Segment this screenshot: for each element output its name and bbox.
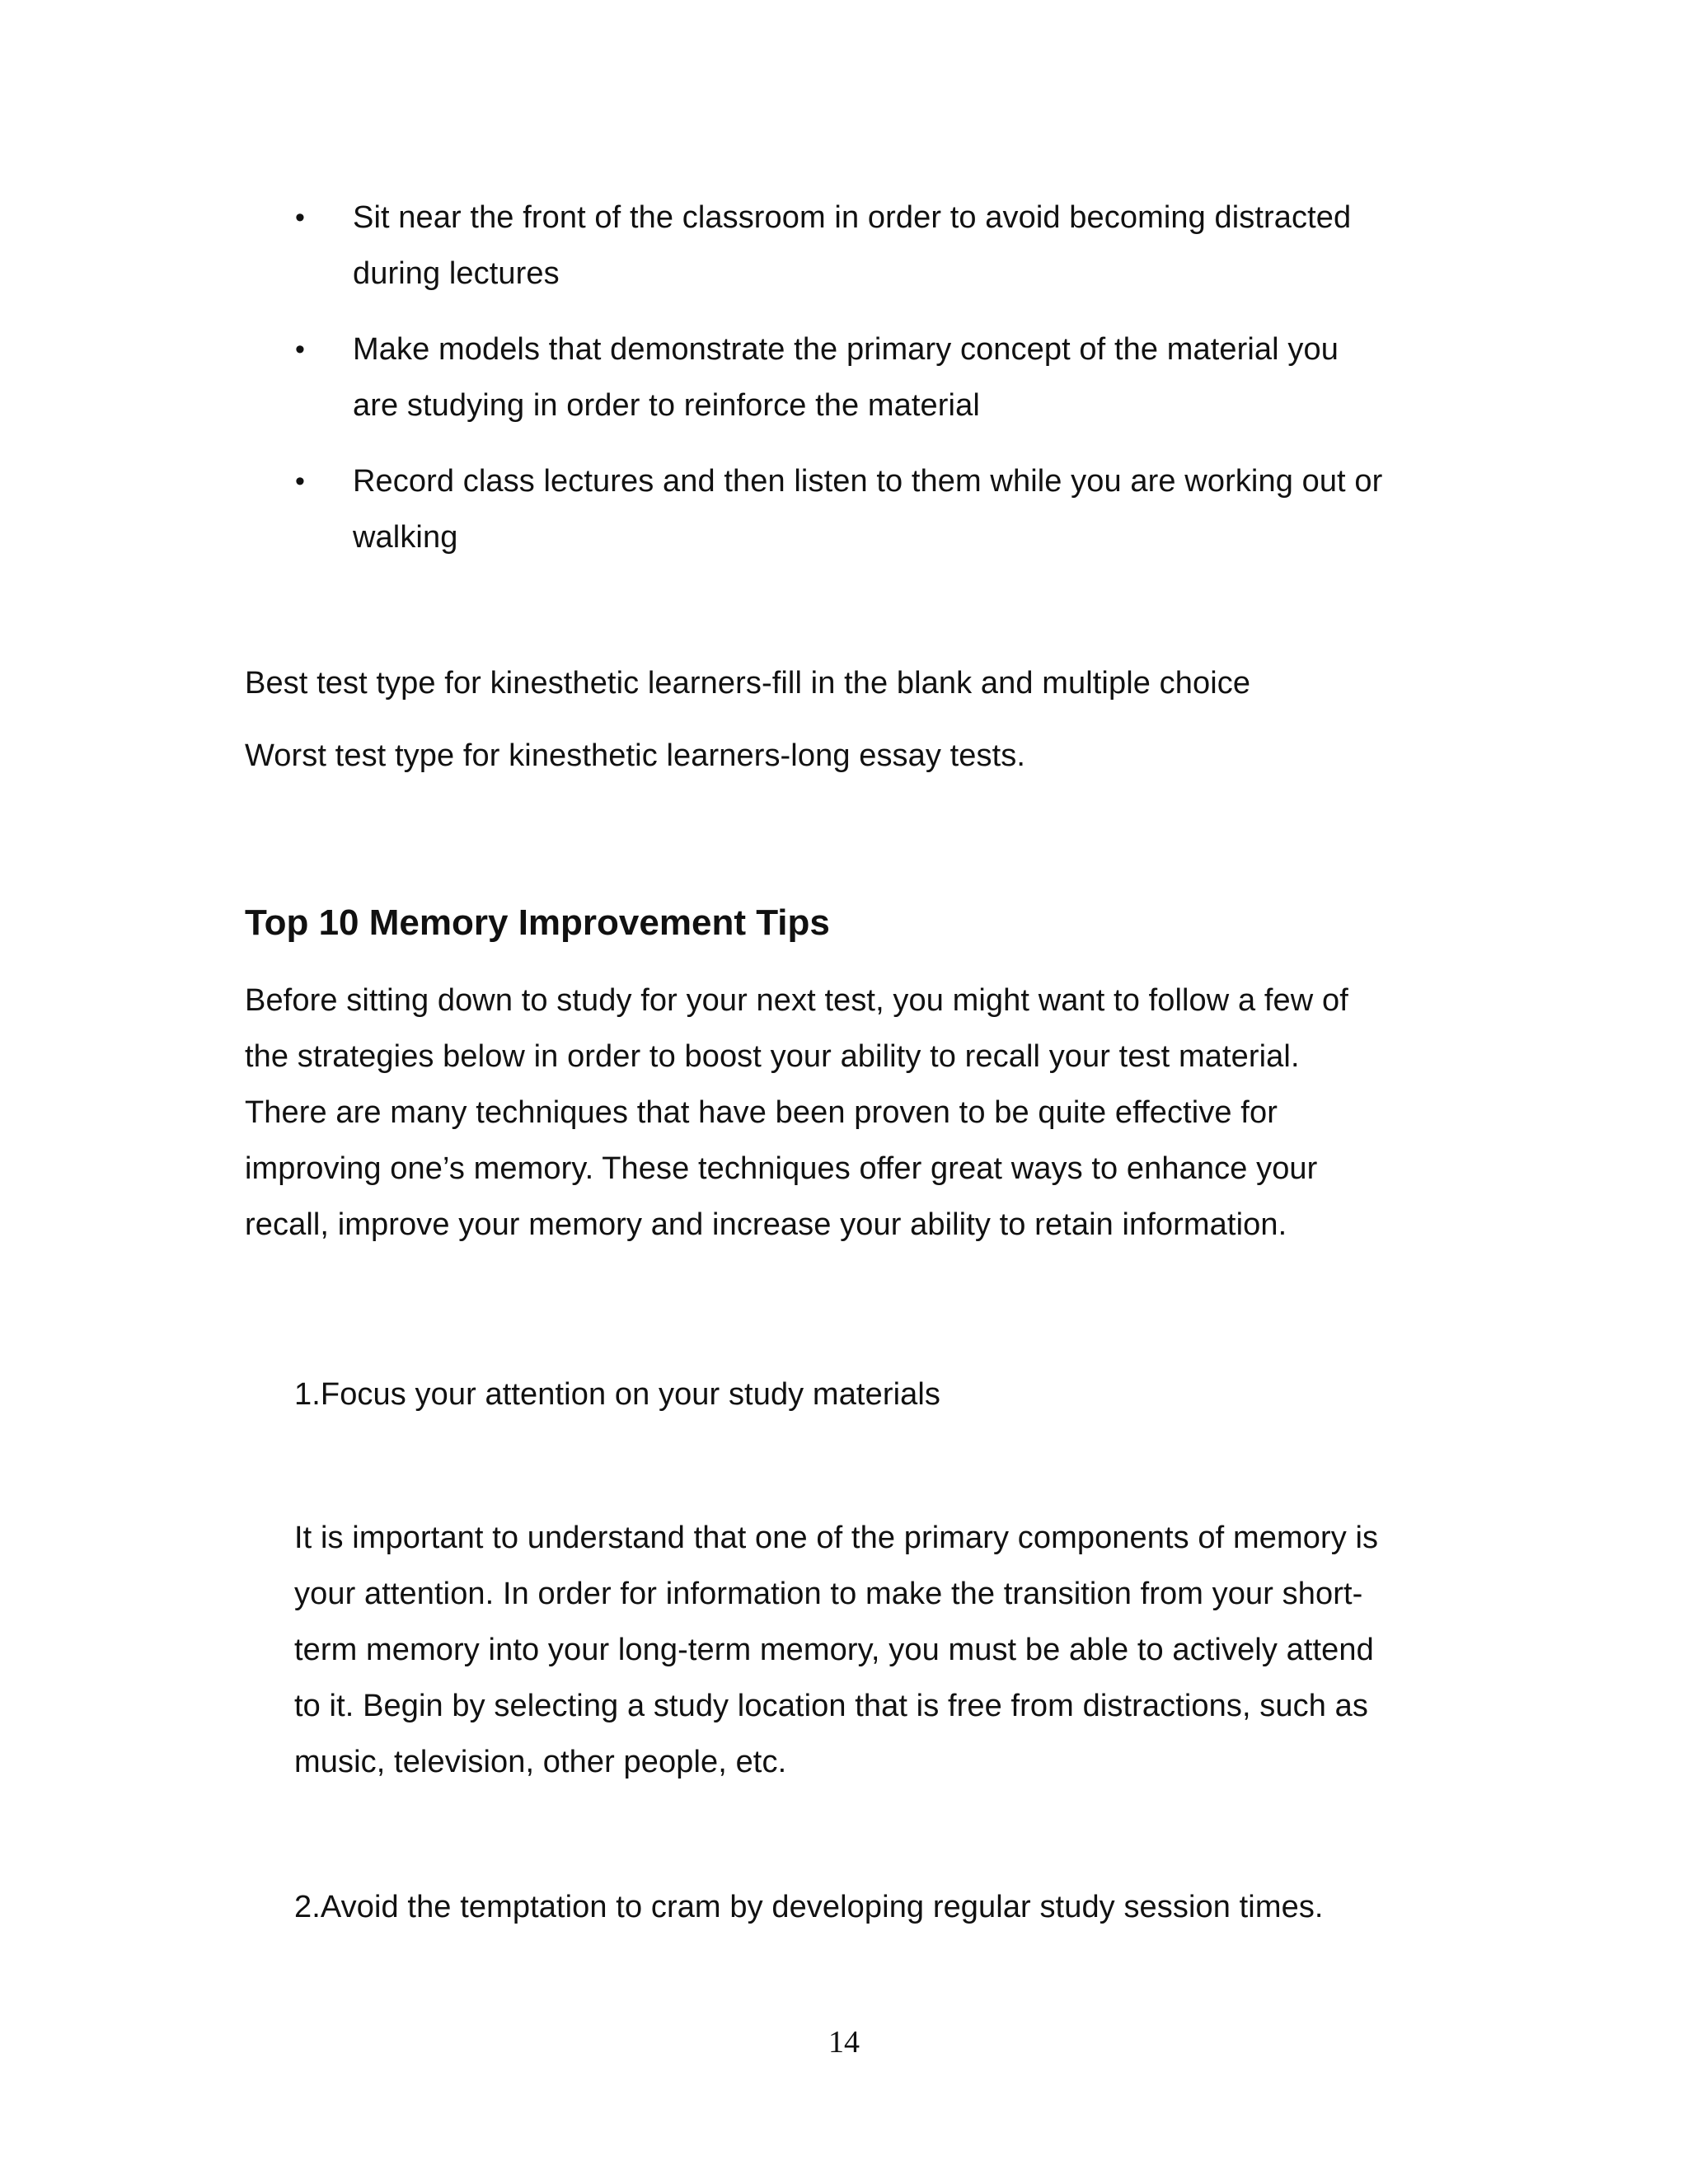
tip-2-title: 2.Avoid the temptation to cram by developing regular study session times. — [294, 1890, 1324, 1924]
bullet-1-line-2: during lectures — [353, 256, 560, 291]
bullet-3-line-1: Record class lectures and then listen to them while you are working out or — [353, 464, 1383, 499]
bullet-2-line-2: are studying in order to reinforce the material — [353, 388, 980, 423]
bullet-marker: • — [295, 334, 305, 365]
section-heading: Top 10 Memory Improvement Tips — [245, 902, 830, 943]
tip-1-body-line-3: term memory into your long-term memory, you must be able to actively attend — [294, 1633, 1374, 1667]
intro-line-5: recall, improve your memory and increase your ability to retain information. — [245, 1207, 1287, 1242]
intro-line-4: improving one’s memory. These techniques offer great ways to enhance your — [245, 1151, 1318, 1186]
page-number: 14 — [828, 2025, 860, 2060]
worst-test-type: Worst test type for kinesthetic learners-long essay tests. — [245, 738, 1026, 773]
tip-1-title: 1.Focus your attention on your study materials — [294, 1377, 940, 1412]
tip-1-body-line-2: your attention. In order for information to make the transition from your short- — [294, 1577, 1363, 1611]
intro-line-3: There are many techniques that have been proven to be quite effective for — [245, 1095, 1278, 1130]
bullet-marker: • — [295, 202, 305, 233]
bullet-1-line-1: Sit near the front of the classroom in order to avoid becoming distracted — [353, 200, 1352, 235]
bullet-2-line-1: Make models that demonstrate the primary concept of the material you — [353, 332, 1339, 367]
tip-1-body-line-4: to it. Begin by selecting a study location that is free from distractions, such as — [294, 1689, 1368, 1723]
tip-1-body-line-5: music, television, other people, etc. — [294, 1745, 787, 1779]
best-test-type: Best test type for kinesthetic learners-fill in the blank and multiple choice — [245, 666, 1251, 701]
bullet-3-line-2: walking — [353, 520, 458, 555]
tip-1-body-line-1: It is important to understand that one of the primary components of memory is — [294, 1521, 1379, 1555]
intro-line-2: the strategies below in order to boost your ability to recall your test material. — [245, 1039, 1300, 1074]
intro-line-1: Before sitting down to study for your next test, you might want to follow a few of — [245, 983, 1348, 1018]
bullet-marker: • — [295, 466, 305, 497]
